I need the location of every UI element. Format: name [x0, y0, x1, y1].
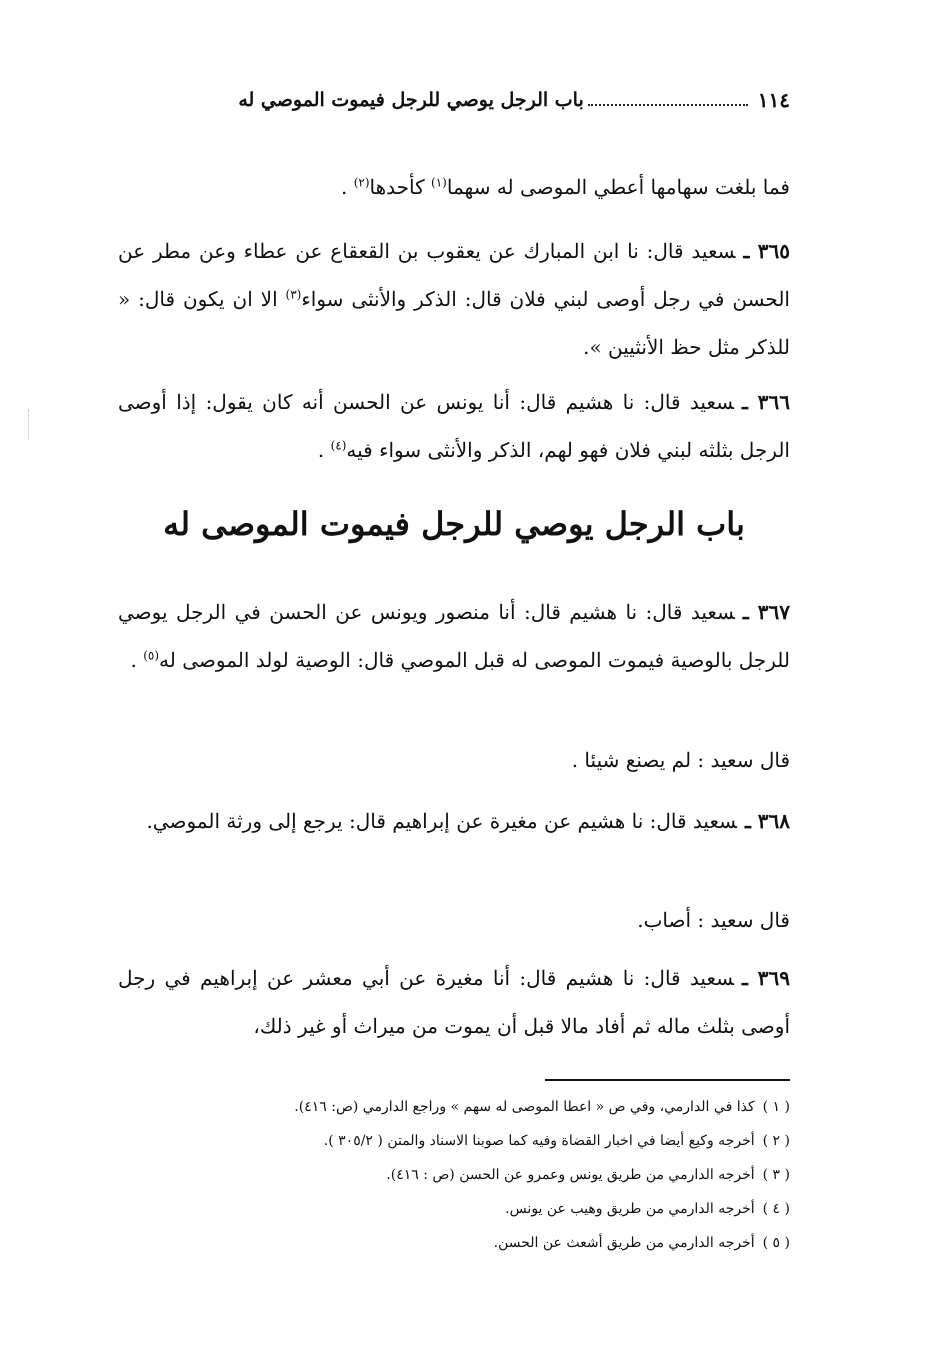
footnote-number: ( ٣ )	[762, 1167, 790, 1183]
comment-said-2	[118, 896, 790, 944]
paragraph-text: .	[340, 175, 354, 199]
hadith-number: ٣٦٧ ـ	[742, 600, 790, 624]
footnote-item	[118, 1226, 790, 1260]
paragraph-text: قال سعيد : أصاب.	[637, 908, 790, 932]
footnote-item	[118, 1158, 790, 1192]
footnote-item	[118, 1192, 790, 1226]
paragraph-365	[118, 227, 790, 371]
paragraph-text: .	[130, 648, 144, 672]
footnote-ref: (٢)	[353, 175, 370, 190]
paragraph-text: سعيد قال: نا هشيم قال: أنا مغيرة عن أبي معشر عن إبراهيم في رجل أوصى بثلث ماله ثم أفاد مالا قبل أن يموت من ميراث أو غير ذلك،	[118, 966, 790, 1038]
paragraph-text: الا ان يكون قال: « للذكر مثل حظ الأنثيين ».	[118, 287, 790, 359]
hadith-number: ٣٦٨ ـ	[744, 809, 790, 833]
hadith-number: ٣٦٩ ـ	[741, 966, 790, 990]
footnote-text: أخرجه الدارمي من طريق وهيب عن يونس.	[505, 1201, 755, 1217]
footnote-text: كذا في الدارمي، وفي ص « اعطا الموصى له سهم » وراجع الدارمي (ص: ٤١٦).	[294, 1099, 755, 1115]
paragraph-text: قال سعيد : لم يصنع شيئا .	[571, 748, 790, 772]
page-number: ١١٤	[757, 88, 790, 112]
paragraph-366	[118, 378, 790, 474]
footnote-text: أخرجه الدارمي من طريق يونس وعمرو عن الحسن (ص : ٤١٦).	[386, 1167, 755, 1183]
paragraph-369	[118, 954, 790, 1050]
paragraph-367	[118, 588, 790, 684]
paragraph-text: سعيد قال: نا هشيم عن مغيرة عن إبراهيم قال: يرجع إلى ورثة الموصي.	[146, 809, 737, 833]
footnote-text: أخرجه وكيع أيضا في اخبار القضاة وفيه كما صوبنا الاسناد والمتن ( ٣٠٥/٢ ).	[323, 1133, 755, 1149]
paragraph-text: فما بلغت سهامها أعطي الموصى له سهما	[446, 175, 790, 199]
footnotes	[118, 1090, 790, 1260]
paragraph-text: كأحدها	[369, 175, 432, 199]
footnote-ref: (٥)	[143, 648, 160, 663]
footnote-item	[118, 1124, 790, 1158]
paragraph-text: سعيد قال: نا ابن المبارك عن يعقوب بن القعقاع عن عطاء وعن مطر عن الحسن في رجل أوصى لبني فلان قال: الذكر والأنثى سواء	[118, 239, 790, 311]
paragraph-368	[118, 797, 790, 845]
footnote-separator	[545, 1079, 790, 1081]
paragraph-text: سعيد قال: نا هشيم قال: أنا يونس عن الحسن أنه كان يقول: إذا أوصى الرجل بثلثه لبني فلان فهو لهم، الذكر والأنثى سواء فيه	[118, 390, 790, 462]
running-title: باب الرجل يوصي للرجل فيموت الموصي له	[238, 89, 584, 111]
comment-said-1	[118, 736, 790, 784]
scan-edge-mark	[28, 410, 37, 440]
paragraph-text: سعيد قال: نا هشيم قال: أنا منصور ويونس عن الحسن في الرجل يوصي للرجل بالوصية فيموت الموصى له قبل الموصي قال: الوصية لولد الموصى له	[118, 600, 790, 672]
footnote-item	[118, 1090, 790, 1124]
section-title: باب الرجل يوصي للرجل فيموت الموصى له	[163, 505, 745, 543]
footnote-ref: (١)	[431, 175, 447, 190]
footnote-number: ( ٢ )	[762, 1133, 790, 1149]
paragraph-text: .	[317, 438, 331, 462]
header-dotted-leader	[588, 102, 748, 106]
footnote-ref: (٤)	[330, 438, 347, 453]
footnote-ref: (٣)	[285, 287, 302, 302]
footnote-number: ( ١ )	[762, 1099, 790, 1115]
footnote-number: ( ٥ )	[762, 1235, 790, 1251]
page-header	[120, 80, 790, 120]
footnote-text: أخرجه الدارمي من طريق أشعث عن الحسن.	[493, 1235, 755, 1251]
hadith-number: ٣٦٦ ـ	[741, 390, 790, 414]
paragraph-intro	[118, 163, 790, 211]
hadith-number: ٣٦٥ ـ	[743, 239, 790, 263]
footnote-number: ( ٤ )	[762, 1201, 790, 1217]
